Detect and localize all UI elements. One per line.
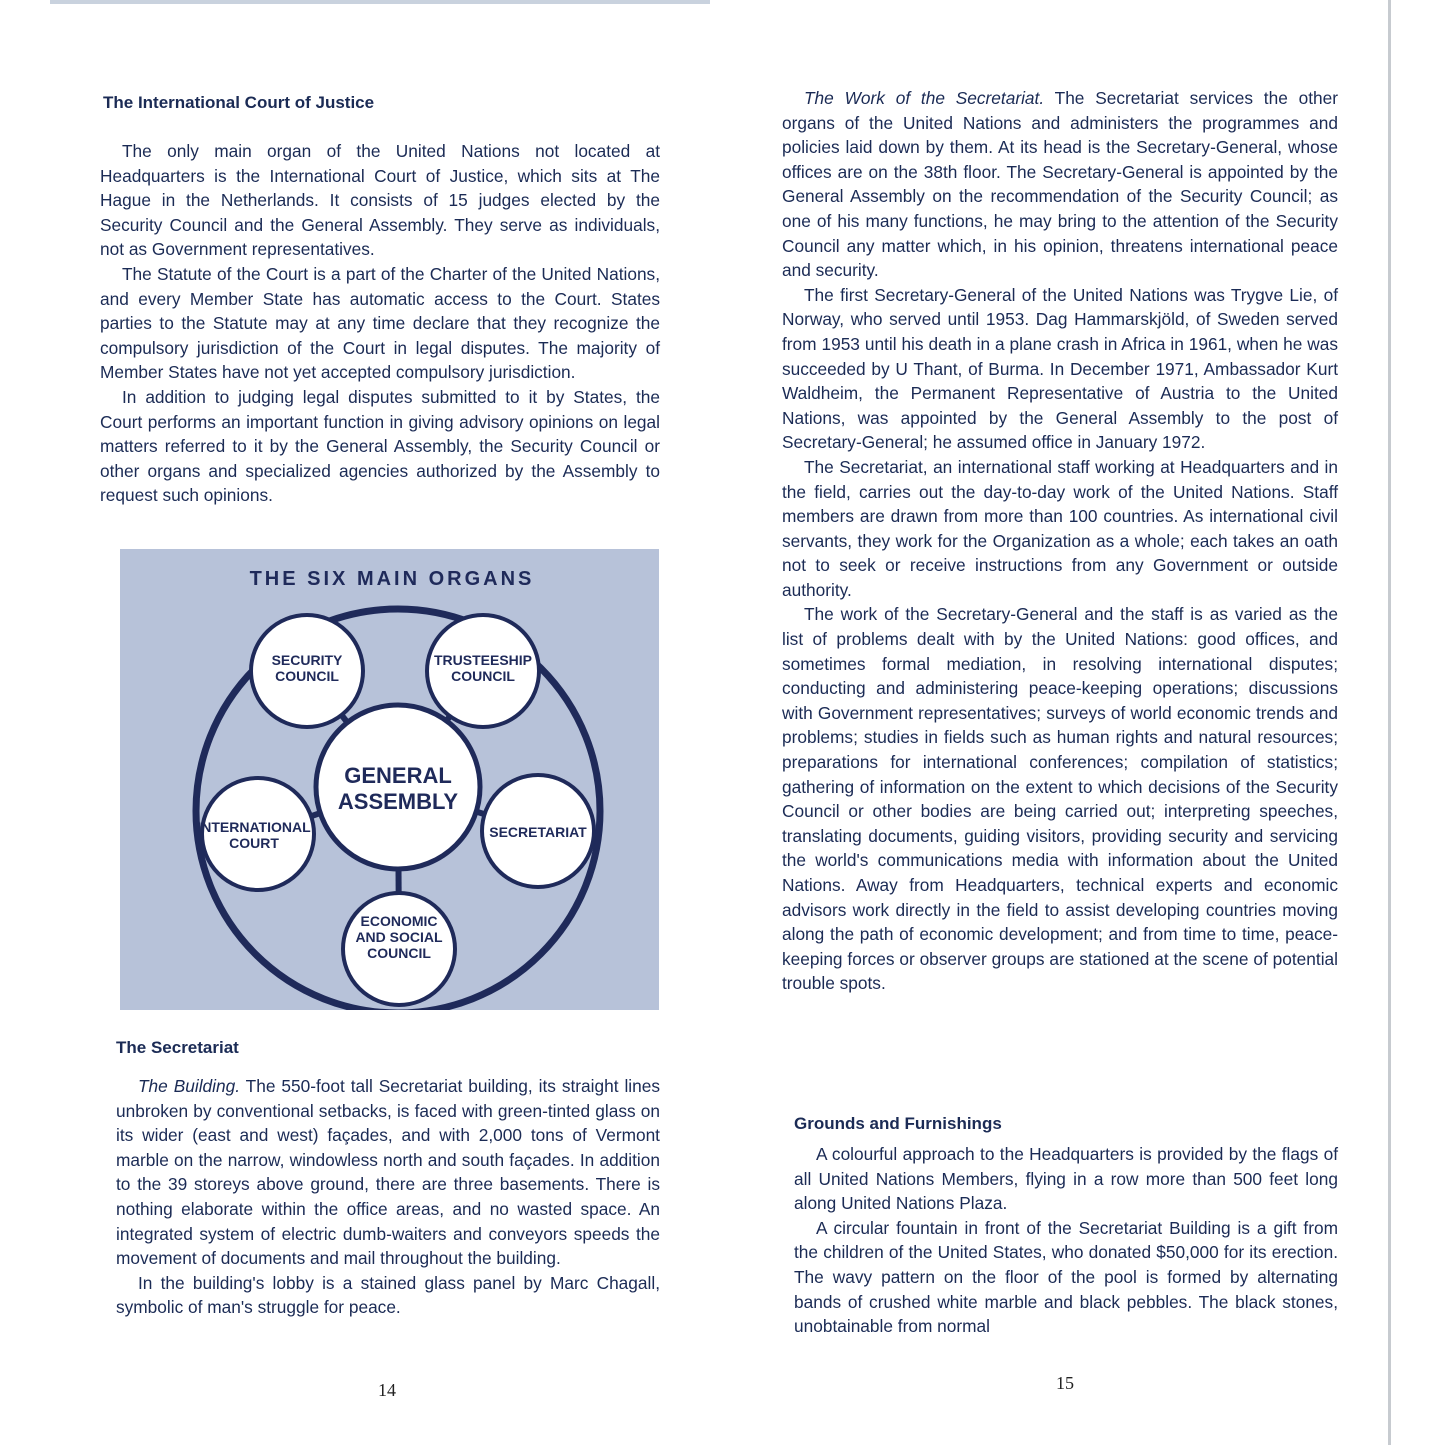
building-text [116,1074,660,1320]
svg-text:TRUSTEESHIPCOUNCIL: TRUSTEESHIP COUNCIL [433,652,533,684]
work-body: The Secretariat services the other organs of the United Nations and administers the programmes and policies laid down by them. At its head is the Secretary-General, whose offices are on the 38th floor. The Secretary-General is appointed by the General Assembly on the recommendation of the Security Council; as one of his many functions, he may bring to the attention of the Security Council any matter which, in his opinion, threatens international peace and security. [782,88,1339,281]
node-secretariat [482,775,594,887]
left-page [100,0,660,1445]
six-main-organs-diagram [120,549,659,1010]
work-lead: The Work of the Secretariat. [804,88,1045,108]
grounds-heading: Grounds and Furnishings [794,1114,1002,1133]
icj-paragraph: The Statute of the Court is a part of the Charter of the United Nations, and every Member State has automatic access to the Court. States parties to the Statute may at any time declare that they recognize the compulsory jurisdiction of the Court in legal disputes. The majority of Member States have not yet accepted compulsory jurisdiction. [100,263,660,383]
node-security-council [251,615,363,727]
building-body: The 550-foot tall Secretariat building, its straight lines unbroken by conventional setbacks, is faced with green-tinted glass on its wider (east and west) façades, and with 2,000 tons of Vermont marble on the narrow, windowless north and south façades. In addition to the 39 storeys above ground, there are three basements. There is nothing elaborate within the office areas, and no wasted space. An integrated system of electric dumb-waiters and conveyors speeds the movement of documents and mail throughout the building. [116,1076,660,1269]
work-paragraph: The first Secretary-General of the United Nations was Trygve Lie, of Norway, who served until 1953. Dag Hammarskjöld, of Sweden served from 1953 until his death in a plane crash in Africa in 1961, when he was succeeded by U Thant, of Burma. In December 1971, Ambassador Kurt Waldheim, the Permanent Representative of Austria to the United Nations, was appointed by the General Assembly to the post of Secretary-General; he assumed office in January 1972. [782,284,1338,453]
building-lead: The Building. [138,1076,241,1096]
building-paragraph [116,1074,660,1271]
work-paragraph: The work of the Secretary-General and the staff is as varied as the list of problems dealt with by the United Nations: good offices, and sometimes formal mediation, in resolving international disputes; conducting and administering peace-keeping operations; discussions with Government representatives; surveys of world economic trends and problems; studies in fields such as human rights and natural resources; preparations for international conferences; compilation of statistics; gathering of information on the extent to which decisions of the Security Council or other bodies are being carried out; interpreting speeches, translating documents, guiding visitors, providing security and servicing the world's communications media with information about the United Nations. Away from Headquarters, technical experts and economic advisors work directly in the field to assist developing countries moving along the path of economic development; and from time to time, peace-keeping forces or observer groups are stationed at the scene of potential trouble spots. [782,604,1338,994]
secretariat-heading: The Secretariat [116,1038,239,1057]
organs-diagram-svg [120,549,659,1010]
book-spine-edge [1388,0,1391,1445]
work-paragraph [782,86,1338,283]
icj-text [100,139,660,508]
node-international-court [197,778,314,890]
grounds-paragraph: A colourful approach to the Headquarters is provided by the flags of all United Nations Members, flying in a row more than 500 feet long along United Nations Plaza. [794,1144,1338,1214]
work-paragraph: The Secretariat, an international staff working at Headquarters and in the field, carries out the day-to-day work of the United Nations. Staff members are drawn from more than 100 countries. As international civil servants, they work for the Organization as a whole; each takes an oath not to seek or receive instructions from any Government or outside authority. [782,456,1338,600]
building-paragraph: In the building's lobby is a stained glass panel by Marc Chagall, symbolic of man's struggle for peace. [116,1272,660,1318]
diagram-title: THE SIX MAIN ORGANS [249,568,535,590]
node-general-assembly [316,705,480,869]
node-trusteeship-council [427,615,539,727]
page-number: 14 [378,1380,396,1400]
grounds-paragraph: A circular fountain in front of the Secretariat Building is a gift from the children of the United States, who donated $50,000 for its erection. The wavy pattern on the floor of the pool is formed by alternating bands of crushed white marble and black pebbles. The black stones, unobtainable from normal [794,1217,1338,1337]
svg-text:GENERALASSEMBLY: GENERAL ASSEMBLY [337,763,459,814]
icj-paragraph: The only main organ of the United Nations not located at Headquarters is the International Court of Justice, which sits at The Hague in the Netherlands. It consists of 15 judges elected by the Security Council and the General Assembly. They serve as individuals, not as Government representatives. [100,141,660,260]
svg-text:SECURITYCOUNCIL: SECURITY COUNCIL [271,652,343,684]
svg-text:INTERNATIONALCOURT: INTERNATIONAL COURT [197,819,311,851]
page-number: 15 [1056,1373,1074,1393]
grounds-text [794,1142,1338,1339]
svg-text:ECONOMICAND SOCIALCOUNCIL: ECONOMIC AND SOCIAL COUNCIL [355,913,443,961]
svg-text:SECRETARIAT: SECRETARIAT [489,824,587,840]
icj-heading: The International Court of Justice [103,93,375,112]
icj-paragraph: In addition to judging legal disputes submitted to it by States, the Court performs an important function in giving advisory opinions on legal matters referred to it by the General Assembly, the Security Council or other organs and specialized agencies authorized by the Assembly to request such opinions. [100,386,660,506]
node-economic-social-council [343,893,455,1005]
right-page [782,0,1338,1445]
work-text [782,86,1338,996]
